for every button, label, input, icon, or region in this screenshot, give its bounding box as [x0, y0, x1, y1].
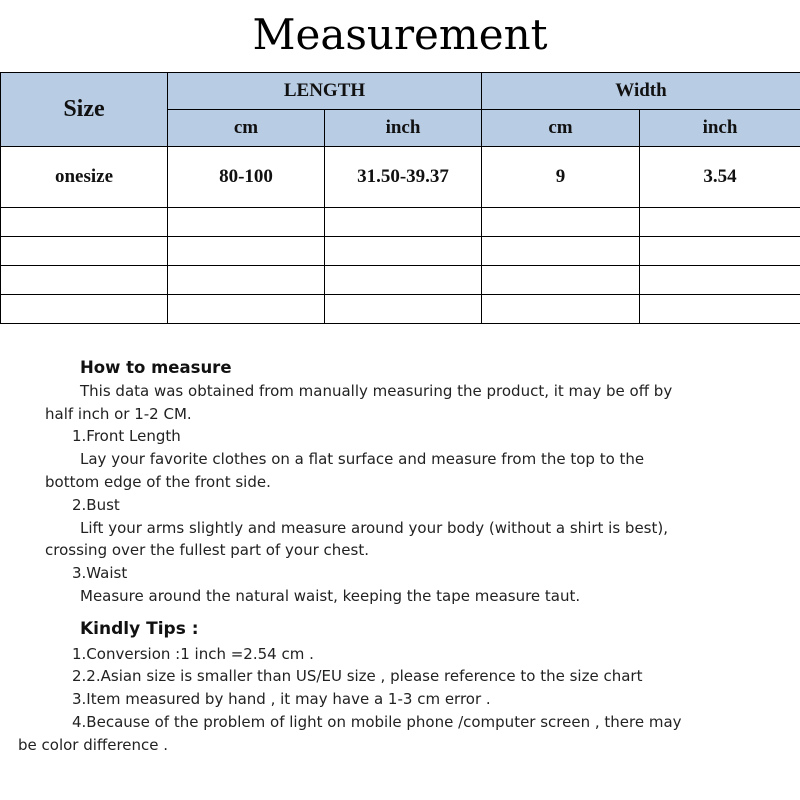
table-row — [1, 147, 800, 208]
empty-table-row — [1, 266, 800, 295]
bust-line-2: crossing over the fullest part of your chest. — [45, 541, 369, 560]
page-title: Measurement — [252, 10, 548, 59]
waist-title: 3.Waist — [72, 564, 128, 583]
length-cm-cell: 80-100 — [168, 147, 325, 208]
waist-text: Measure around the natural waist, keeping the tape measure taut. — [80, 586, 581, 605]
length-inch-cell: 31.50-39.37 — [325, 147, 482, 208]
table-header-row — [1, 73, 800, 110]
size-chart-table — [0, 72, 800, 324]
tip-measured-by-hand: 3.Item measured by hand , it may have a 1-3 cm error . — [72, 690, 491, 709]
intro-line-2: half inch or 1-2 CM. — [45, 404, 192, 423]
tip-asian-size: 2.2.Asian size is smaller than US/EU size , please reference to the size chart — [72, 667, 643, 686]
bust-text — [45, 517, 735, 563]
tip-conversion: 1.Conversion :1 inch =2.54 cm . — [72, 644, 314, 663]
intro-line-1: This data was obtained from manually measuring the product, it may be off by — [80, 381, 673, 400]
empty-table-row — [1, 295, 800, 324]
front-length-text — [45, 448, 735, 494]
empty-table-row — [1, 237, 800, 266]
length-column-header: LENGTH — [168, 73, 482, 110]
size-cell: onesize — [1, 147, 168, 208]
measuring-instructions — [18, 357, 735, 757]
tip-color-difference — [18, 711, 735, 757]
how-to-measure-heading: How to measure — [80, 358, 232, 377]
tip-color-line-1: 4.Because of the problem of light on mobile phone /computer screen , there may — [72, 712, 682, 731]
bust-line-1: Lift your arms slightly and measure around your body (without a shirt is best), — [80, 518, 668, 537]
tip-color-line-2: be color difference . — [18, 735, 169, 754]
bust-title: 2.Bust — [72, 495, 120, 514]
front-length-line-2: bottom edge of the front side. — [45, 472, 271, 491]
length-cm-header: cm — [168, 110, 325, 147]
width-column-header: Width — [482, 73, 800, 110]
width-inch-header: inch — [640, 110, 800, 147]
width-inch-cell: 3.54 — [640, 147, 800, 208]
front-length-line-1: Lay your favorite clothes on a flat surface and measure from the top to the — [80, 450, 645, 469]
kindly-tips-heading: Kindly Tips : — [80, 618, 199, 639]
length-inch-header: inch — [325, 110, 482, 147]
intro-text — [45, 380, 735, 426]
width-cm-cell: 9 — [482, 147, 640, 208]
size-column-header: Size — [1, 73, 168, 147]
front-length-title: 1.Front Length — [72, 427, 181, 446]
width-cm-header: cm — [482, 110, 640, 147]
empty-table-row — [1, 208, 800, 237]
